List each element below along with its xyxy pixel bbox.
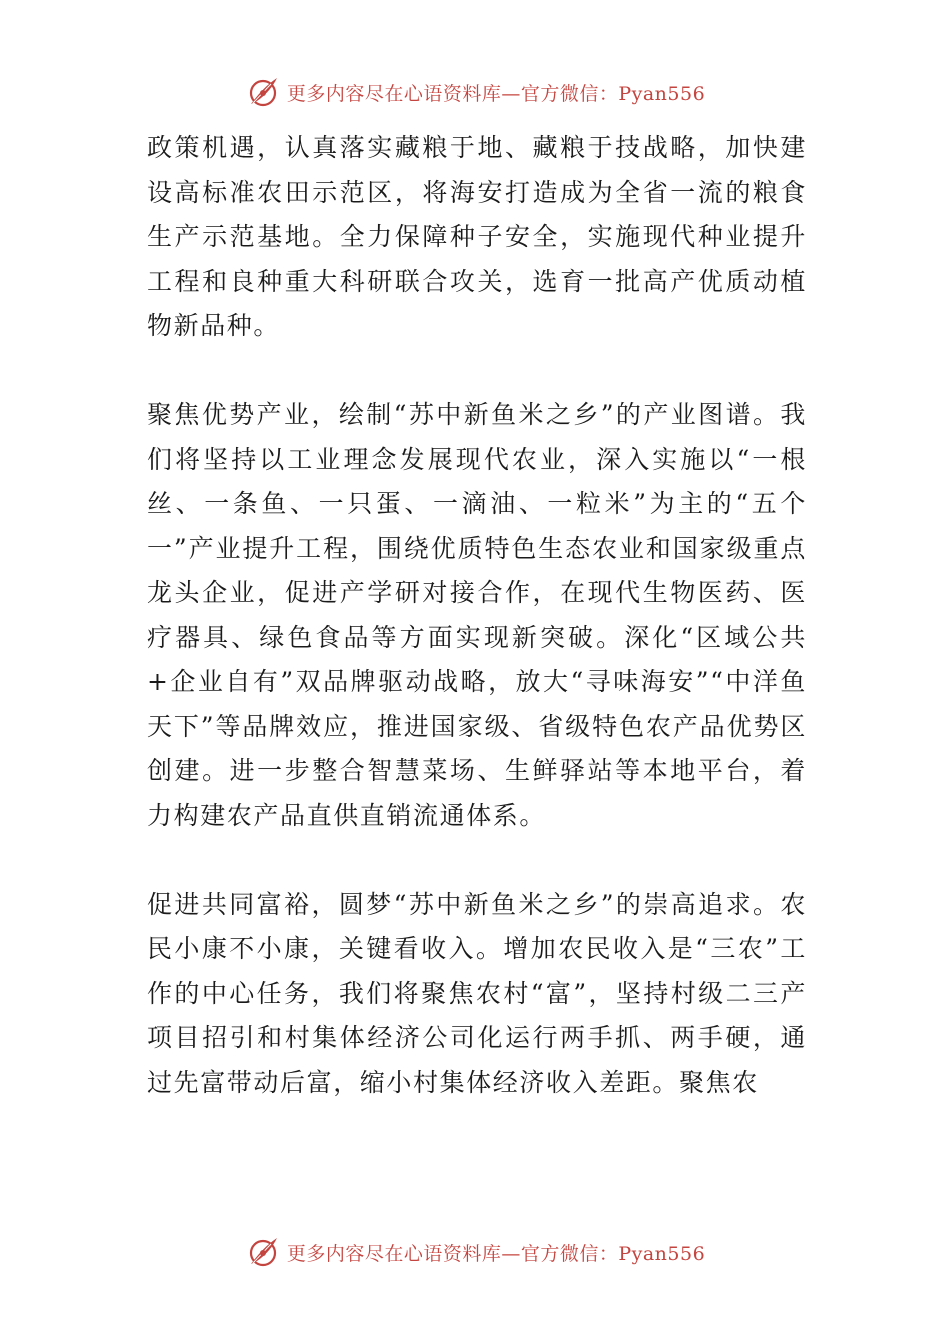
paragraph-3: 促进共同富裕，圆梦“苏中新鱼米之乡”的崇高追求。农民小康不小康，关键看收入。增加农民收入是“三农”工作的中心任务，我们将聚焦农村“富”，坚持村级二三产项目招引和村集体经济公司化运行两手抓、两手硬，通过先富带动后富，缩小村集体经济收入差距。聚焦农 bbox=[147, 889, 807, 1097]
feather-pen-logo-icon bbox=[245, 74, 281, 110]
header-banner-text: 更多内容尽在心语资料库—官方微信：Pyan556 bbox=[286, 82, 706, 105]
paragraph-1: 政策机遇，认真落实藏粮于地、藏粮于技战略，加快建设高标准农田示范区，将海安打造成为全省一流的粮食生产示范基地。全力保障种子安全，实施现代种业提升工程和良种重大科研联合攻关，选育一批高产优质动植物新品种。 bbox=[147, 133, 807, 340]
footer-banner bbox=[0, 1232, 950, 1272]
document-body bbox=[147, 126, 807, 1105]
header-banner bbox=[0, 72, 950, 112]
paragraph-2: 聚焦优势产业，绘制“苏中新鱼米之乡”的产业图谱。我们将坚持以工业理念发展现代农业，深入实施以“一根丝、一条鱼、一只蛋、一滴油、一粒米”为主的“五个一”产业提升工程，围绕优质特色生态农业和国家级重点龙头企业，促进产学研对接合作，在现代生物医药、医疗器具、绿色食品等方面实现新突破。深化“区域公共+企业自有”双品牌驱动战略，放大“寻味海安”“中洋鱼天下”等品牌效应，推进国家级、省级特色农产品优势区创建。进一步整合智慧菜场、生鲜驿站等本地平台，着力构建农产品直供直销流通体系。 bbox=[147, 400, 807, 830]
footer-banner-text: 更多内容尽在心语资料库—官方微信：Pyan556 bbox=[286, 1242, 706, 1265]
feather-pen-logo-icon bbox=[245, 1234, 281, 1270]
